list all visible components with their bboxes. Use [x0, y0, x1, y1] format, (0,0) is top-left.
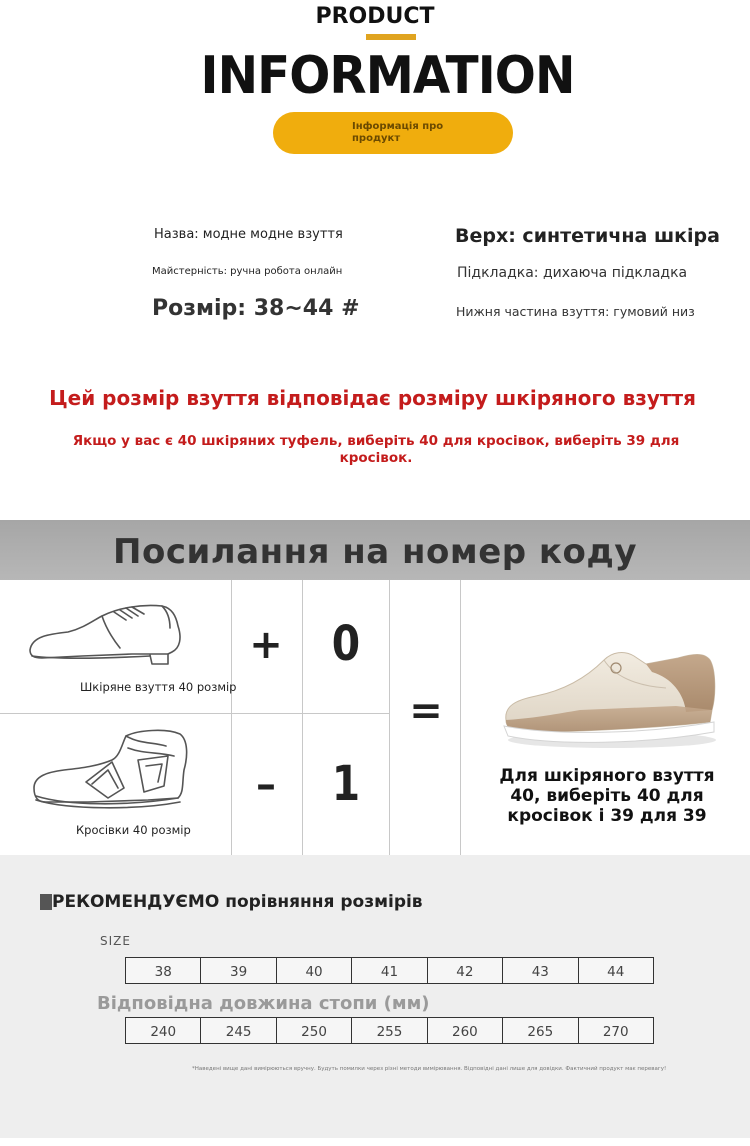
product-info-pill: [273, 112, 513, 154]
panel-divider: [389, 580, 390, 855]
offset-zero: 0: [331, 616, 361, 672]
minus-sign: –: [256, 762, 276, 808]
foot-length-row: [125, 1017, 654, 1044]
measurement-footnote: *Наведені вище дані вимірюються вручну. Будуть помилки через різні методи вимірювання. Відповідні дані лише для довідки. Фактичний продукт має перевагу!: [192, 1066, 667, 1072]
length-cell: 270: [602, 1023, 629, 1040]
size-cell: 40: [277, 958, 352, 983]
length-cell: 240: [126, 1018, 201, 1043]
product-shoe-image: [496, 636, 722, 752]
info-name: Назва: модне модне взуття: [154, 227, 343, 242]
length-cell: 245: [201, 1018, 276, 1043]
size-cell: 38: [126, 958, 201, 983]
panel-divider: [302, 580, 303, 855]
foot-length-label: Відповідна довжина стопи (мм): [97, 993, 430, 1014]
size-cell: 39: [201, 958, 276, 983]
size-row-label: SIZE: [100, 934, 131, 948]
reference-title: Посилання на номер коду: [113, 532, 637, 572]
size-note-main: Цей розмір взуття відповідає розміру шкіряного взуття: [49, 386, 696, 410]
size-comparison-title-bold: РЕКОМЕНДУЄМО: [52, 892, 220, 912]
length-cell: 260: [428, 1018, 503, 1043]
length-cell: 255: [352, 1018, 427, 1043]
sneaker-icon: [28, 726, 196, 814]
section-marker-icon: [40, 894, 52, 910]
size-cell: 44: [607, 963, 625, 980]
header-product-title: PRODUCT: [315, 4, 435, 29]
sneaker-caption: Кросівки 40 розмір: [76, 823, 191, 837]
length-cell: 265: [503, 1018, 578, 1043]
size-cell: 43: [503, 958, 578, 983]
bottom-strip: [0, 1138, 750, 1146]
offset-one: 1: [331, 756, 361, 812]
equals-sign: =: [409, 688, 443, 734]
info-upper: Верх: синтетична шкіра: [455, 225, 720, 247]
result-description: Для шкіряного взуття 40, виберіть 40 для кросівок і 39 для 39: [499, 766, 715, 826]
info-size: Розмір: 38~44 #: [152, 296, 360, 321]
header-accent-bar: [366, 34, 416, 40]
size-note-sub: Якщо у вас є 40 шкіряних туфель, виберіть 40 для кросівок, виберіть 39 для кросівок.: [72, 433, 680, 466]
length-cell: 250: [277, 1018, 352, 1043]
info-sole: Нижня частина взуття: гумовий низ: [456, 304, 695, 319]
product-info-pill-label: Інформація про продукт: [352, 121, 444, 144]
header-information-title: INFORMATION: [200, 46, 575, 106]
leather-shoe-icon: [22, 598, 192, 670]
info-lining: Підкладка: дихаюча підкладка: [457, 265, 688, 281]
size-cell: 41: [352, 958, 427, 983]
size-row: [125, 957, 654, 984]
size-comparison-title: [52, 892, 423, 912]
panel-row-divider: [0, 713, 390, 714]
plus-sign: +: [249, 622, 283, 668]
size-comparison-title-rest: порівняння розмірів: [219, 892, 423, 912]
info-craftsmanship: Майстерність: ручна робота онлайн: [152, 266, 343, 277]
leather-shoe-caption: Шкіряне взуття 40 розмір: [80, 680, 237, 694]
size-cell: 42: [428, 958, 503, 983]
